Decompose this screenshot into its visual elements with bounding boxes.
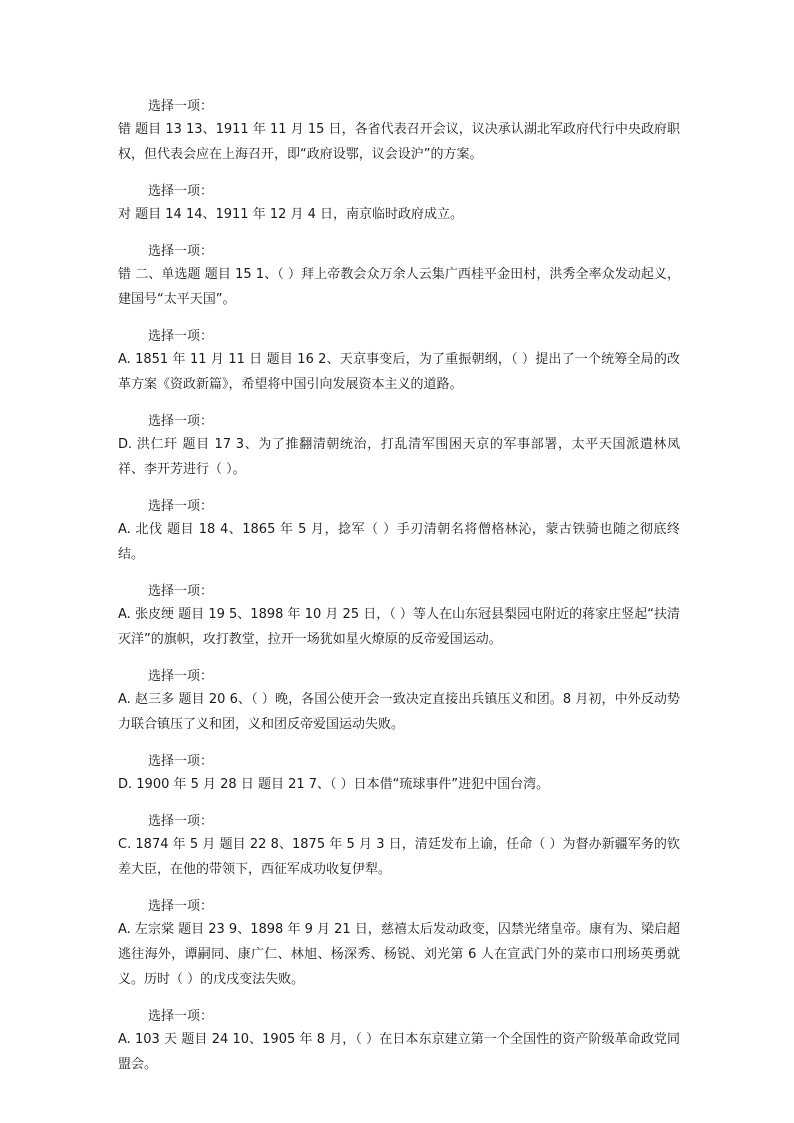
question-block — [118, 96, 680, 167]
question-block — [118, 411, 680, 482]
select-one-label: 选择一项： — [148, 754, 214, 769]
select-one-label: 选择一项： — [148, 669, 214, 684]
select-one-label: 选择一项： — [148, 244, 214, 259]
question-text: A. 赵三多 题目 20 6、（ ）晚，各国公使开会一致决定直接出兵镇压义和团。8 月初，中外反动势力联合镇压了义和团，义和团反帝爱国运动失败。 — [118, 692, 680, 732]
question-text: A. 张皮绠 题目 19 5、1898 年 10 月 25 日，（ ）等人在山东冠县梨园屯附近的蒋家庄竖起“扶清灭洋”的旗帜，攻打教堂，拉开一场犹如星火燎原的反帝爱国运动。 — [118, 607, 680, 647]
question-block — [118, 896, 680, 992]
select-one-label: 选择一项： — [148, 414, 214, 429]
question-block — [118, 666, 680, 737]
question-block — [118, 1006, 680, 1077]
question-text: 错 二、单选题 题目 15 1、（ ）拜上帝教会众万余人云集广西桂平金田村，洪秀全率众发动起义，建国号“太平天国”。 — [118, 267, 680, 307]
question-text: D. 1900 年 5 月 28 日 题目 21 7、（ ）日本借“琉球事件”进犯中国台湾。 — [118, 777, 550, 792]
question-text: D. 洪仁玕 题目 17 3、为了推翻清朝统治，打乱清军围困天京的军事部署，太平天国派遣林凤祥、李开芳进行（ ）。 — [118, 437, 680, 477]
document-page — [118, 96, 680, 1091]
select-one-label: 选择一项： — [148, 814, 214, 829]
question-text: 错 题目 13 13、1911 年 11 月 15 日，各省代表召开会议，议决承认湖北军政府代行中央政府职权，但代表会应在上海召开，即“政府设鄂，议会设沪”的方案。 — [118, 122, 680, 162]
question-block — [118, 181, 680, 227]
question-block — [118, 241, 680, 312]
select-one-label: 选择一项： — [148, 99, 214, 114]
select-one-label: 选择一项： — [148, 499, 214, 514]
select-one-label: 选择一项： — [148, 899, 214, 914]
question-text: A. 1851 年 11 月 11 日 题目 16 2、天京事变后，为了重振朝纲，（ ）提出了一个统筹全局的改革方案《资政新篇》，希望将中国引向发展资本主义的道路。 — [118, 352, 680, 392]
question-block — [118, 326, 680, 397]
select-one-label: 选择一项： — [148, 184, 214, 199]
question-block — [118, 581, 680, 652]
select-one-label: 选择一项： — [148, 584, 214, 599]
question-block — [118, 496, 680, 567]
question-text: 对 题目 14 14、1911 年 12 月 4 日，南京临时政府成立。 — [118, 207, 464, 222]
question-text: A. 左宗棠 题目 23 9、1898 年 9 月 21 日，慈禧太后发动政变，囚禁光绪皇帝。康有为、梁启超逃往海外，谭嗣同、康广仁、林旭、杨深秀、杨锐、刘光第 6 人在宣武门外的菜市口刑场英勇就义。历时（ ）的戊戌变法失败。 — [118, 922, 680, 987]
select-one-label: 选择一项： — [148, 1009, 214, 1024]
question-block — [118, 751, 680, 797]
select-one-label: 选择一项： — [148, 329, 214, 344]
question-text: C. 1874 年 5 月 题目 22 8、1875 年 5 月 3 日，清廷发布上谕，任命（ ）为督办新疆军务的钦差大臣，在他的带领下，西征军成功收复伊犁。 — [118, 837, 680, 877]
question-text: A. 北伐 题目 18 4、1865 年 5 月，捻军（ ）手刃清朝名将僧格林沁，蒙古铁骑也随之彻底终结。 — [118, 522, 680, 562]
question-block — [118, 811, 680, 882]
question-text: A. 103 天 题目 24 10、1905 年 8 月，（ ）在日本东京建立第一个全国性的资产阶级革命政党同盟会。 — [118, 1032, 680, 1072]
